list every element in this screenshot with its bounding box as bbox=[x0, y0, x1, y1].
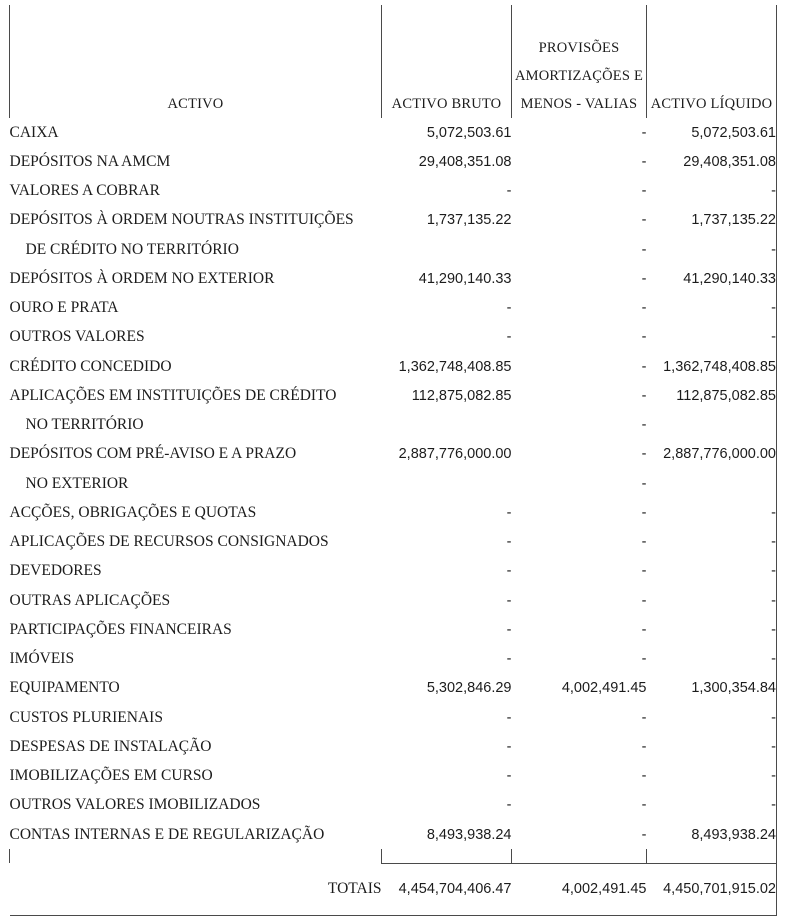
cell-prov: - bbox=[641, 592, 647, 609]
table-row bbox=[10, 411, 777, 440]
column-header-provisoes bbox=[512, 5, 647, 118]
table-row bbox=[10, 674, 777, 703]
column-header-activo-liquido bbox=[647, 5, 777, 118]
cell-bruto: 2,887,776,000.00 bbox=[398, 446, 512, 463]
table-row bbox=[10, 118, 777, 147]
column-header-activo-label: ACTIVO bbox=[167, 96, 224, 112]
table-row bbox=[10, 645, 777, 674]
column-header-provisoes-line-1: PROVISÕES bbox=[538, 40, 620, 56]
row-label: ACÇÕES, OBRIGAÇÕES E QUOTAS bbox=[9, 503, 257, 521]
row-label: OUTRAS APLICAÇÕES bbox=[9, 591, 171, 609]
row-label: PARTICIPAÇÕES FINANCEIRAS bbox=[9, 620, 232, 638]
row-label: IMÓVEIS bbox=[9, 650, 75, 668]
row-label: DESPESAS DE INSTALAÇÃO bbox=[9, 737, 212, 755]
totals-liquido: 4,450,701,915.02 bbox=[647, 863, 777, 915]
table-row bbox=[10, 264, 777, 293]
totals-spacer-row bbox=[10, 849, 777, 863]
cell-bruto: - bbox=[506, 768, 512, 785]
cell-prov: - bbox=[641, 797, 647, 814]
cell-liquido: 8,493,938.24 bbox=[647, 820, 777, 849]
row-label: CRÉDITO CONCEDIDO bbox=[9, 357, 172, 375]
cell-prov: - bbox=[641, 446, 647, 463]
cell-bruto: 112,875,082.85 bbox=[411, 387, 512, 404]
cell-liquido: - bbox=[647, 323, 777, 352]
cell-bruto: - bbox=[506, 504, 512, 521]
cell-liquido: - bbox=[647, 732, 777, 761]
cell-prov: - bbox=[641, 621, 647, 638]
cell-liquido: - bbox=[647, 615, 777, 644]
table-row bbox=[10, 703, 777, 732]
table-row bbox=[10, 791, 777, 820]
cell-bruto: - bbox=[506, 651, 512, 668]
cell-prov: - bbox=[641, 241, 647, 258]
cell-liquido: - bbox=[647, 235, 777, 264]
table-row bbox=[10, 440, 777, 469]
cell-liquido: 1,362,748,408.85 bbox=[647, 352, 777, 381]
cell-prov: - bbox=[641, 153, 647, 170]
table-row bbox=[10, 615, 777, 644]
table-row bbox=[10, 528, 777, 557]
table-row bbox=[10, 177, 777, 206]
table-row bbox=[10, 381, 777, 410]
cell-bruto bbox=[382, 469, 512, 498]
cell-bruto: - bbox=[506, 563, 512, 580]
cell-bruto bbox=[382, 411, 512, 440]
cell-prov: - bbox=[641, 563, 647, 580]
column-header-activo bbox=[10, 5, 382, 118]
row-label: DEPÓSITOS À ORDEM NO EXTERIOR bbox=[9, 269, 275, 287]
row-label: DE CRÉDITO NO TERRITÓRIO bbox=[25, 240, 239, 258]
row-label: EQUIPAMENTO bbox=[9, 679, 120, 697]
cell-bruto: - bbox=[506, 300, 512, 317]
table-row bbox=[10, 294, 777, 323]
column-header-activo-bruto-label: ACTIVO BRUTO bbox=[391, 96, 502, 112]
cell-prov: - bbox=[641, 826, 647, 843]
cell-bruto: 1,737,135.22 bbox=[426, 212, 512, 229]
cell-prov: - bbox=[641, 212, 647, 229]
cell-prov: - bbox=[641, 387, 647, 404]
row-label: OURO E PRATA bbox=[9, 299, 119, 317]
spacer-cell bbox=[512, 849, 647, 863]
cell-bruto bbox=[382, 235, 512, 264]
cell-liquido: 1,737,135.22 bbox=[647, 206, 777, 235]
table-row bbox=[10, 498, 777, 527]
cell-prov: - bbox=[641, 124, 647, 141]
cell-liquido: - bbox=[647, 294, 777, 323]
cell-liquido: - bbox=[647, 645, 777, 674]
cell-bruto: - bbox=[506, 797, 512, 814]
column-header-provisoes-line-3: MENOS - VALIAS bbox=[520, 96, 638, 112]
cell-bruto: - bbox=[506, 621, 512, 638]
row-label: VALORES A COBRAR bbox=[9, 182, 160, 200]
cell-liquido: - bbox=[647, 177, 777, 206]
row-label: OUTROS VALORES bbox=[9, 328, 145, 346]
row-label: IMOBILIZAÇÕES EM CURSO bbox=[9, 767, 213, 785]
cell-bruto: 5,072,503.61 bbox=[426, 124, 512, 141]
column-header-activo-liquido-label: ACTIVO LÍQUIDO bbox=[650, 96, 773, 112]
row-label: DEPÓSITOS COM PRÉ-AVISO E A PRAZO bbox=[9, 445, 297, 463]
cell-prov: - bbox=[641, 534, 647, 551]
cell-bruto: - bbox=[506, 592, 512, 609]
cell-bruto: - bbox=[506, 329, 512, 346]
cell-prov: - bbox=[641, 417, 647, 434]
cell-bruto: 29,408,351.08 bbox=[418, 153, 512, 170]
cell-prov: - bbox=[641, 709, 647, 726]
table-row bbox=[10, 586, 777, 615]
row-label: APLICAÇÕES EM INSTITUIÇÕES DE CRÉDITO bbox=[9, 386, 337, 404]
asset-balance-table bbox=[9, 5, 777, 916]
table-row bbox=[10, 820, 777, 849]
cell-liquido: - bbox=[647, 498, 777, 527]
cell-bruto: 8,493,938.24 bbox=[426, 826, 512, 843]
cell-prov: - bbox=[641, 183, 647, 200]
table-row bbox=[10, 762, 777, 791]
totals-prov: 4,002,491.45 bbox=[512, 863, 647, 915]
cell-bruto: 41,290,140.33 bbox=[418, 270, 512, 287]
cell-bruto: - bbox=[506, 709, 512, 726]
table-row bbox=[10, 206, 777, 235]
table-row bbox=[10, 352, 777, 381]
table-row bbox=[10, 469, 777, 498]
cell-liquido: 112,875,082.85 bbox=[647, 381, 777, 410]
table-row bbox=[10, 235, 777, 264]
cell-bruto: - bbox=[506, 183, 512, 200]
row-label: DEVEDORES bbox=[9, 562, 102, 580]
cell-bruto: - bbox=[506, 738, 512, 755]
cell-liquido: - bbox=[647, 557, 777, 586]
cell-liquido bbox=[647, 469, 777, 498]
cell-liquido: 1,300,354.84 bbox=[647, 674, 777, 703]
cell-prov: - bbox=[641, 300, 647, 317]
row-label: CUSTOS PLURIENAIS bbox=[9, 708, 163, 726]
cell-liquido: - bbox=[647, 586, 777, 615]
cell-liquido: 5,072,503.61 bbox=[647, 118, 777, 147]
spacer-cell bbox=[10, 849, 382, 863]
totals-row bbox=[10, 863, 777, 915]
totals-label: TOTAIS bbox=[10, 863, 382, 915]
table-row bbox=[10, 147, 777, 176]
row-label: DEPÓSITOS À ORDEM NOUTRAS INSTITUIÇÕES bbox=[9, 211, 354, 229]
table-body bbox=[10, 118, 777, 915]
column-header-provisoes-line-2: AMORTIZAÇÕES E bbox=[515, 68, 643, 84]
totals-bruto: 4,454,704,406.47 bbox=[382, 863, 512, 915]
spacer-cell bbox=[647, 849, 777, 863]
cell-bruto: - bbox=[506, 534, 512, 551]
cell-prov: - bbox=[641, 358, 647, 375]
row-label: NO EXTERIOR bbox=[25, 474, 129, 492]
cell-liquido: - bbox=[647, 703, 777, 732]
table-row bbox=[10, 732, 777, 761]
row-label: DEPÓSITOS NA AMCM bbox=[9, 152, 171, 170]
cell-bruto: 1,362,748,408.85 bbox=[398, 358, 512, 375]
row-label: OUTROS VALORES IMOBILIZADOS bbox=[9, 796, 261, 814]
cell-liquido: 29,408,351.08 bbox=[647, 147, 777, 176]
cell-prov: - bbox=[641, 329, 647, 346]
cell-liquido: - bbox=[647, 762, 777, 791]
row-label: CONTAS INTERNAS E DE REGULARIZAÇÃO bbox=[9, 825, 325, 843]
cell-liquido: - bbox=[647, 528, 777, 557]
cell-prov: - bbox=[641, 270, 647, 287]
cell-liquido bbox=[647, 411, 777, 440]
cell-prov: - bbox=[641, 475, 647, 492]
cell-prov: - bbox=[641, 504, 647, 521]
row-label: NO TERRITÓRIO bbox=[25, 416, 144, 434]
cell-liquido: - bbox=[647, 791, 777, 820]
cell-liquido: 41,290,140.33 bbox=[647, 264, 777, 293]
table-row bbox=[10, 557, 777, 586]
table-row bbox=[10, 323, 777, 352]
row-label: CAIXA bbox=[9, 123, 59, 141]
cell-liquido: 2,887,776,000.00 bbox=[647, 440, 777, 469]
cell-bruto: 5,302,846.29 bbox=[426, 680, 512, 697]
cell-prov: - bbox=[641, 738, 647, 755]
cell-prov: - bbox=[641, 768, 647, 785]
table-header-row bbox=[10, 5, 777, 118]
column-header-activo-bruto bbox=[382, 5, 512, 118]
cell-prov: 4,002,491.45 bbox=[561, 680, 647, 697]
cell-prov: - bbox=[641, 651, 647, 668]
row-label: APLICAÇÕES DE RECURSOS CONSIGNADOS bbox=[9, 533, 329, 551]
spacer-cell bbox=[382, 849, 512, 863]
